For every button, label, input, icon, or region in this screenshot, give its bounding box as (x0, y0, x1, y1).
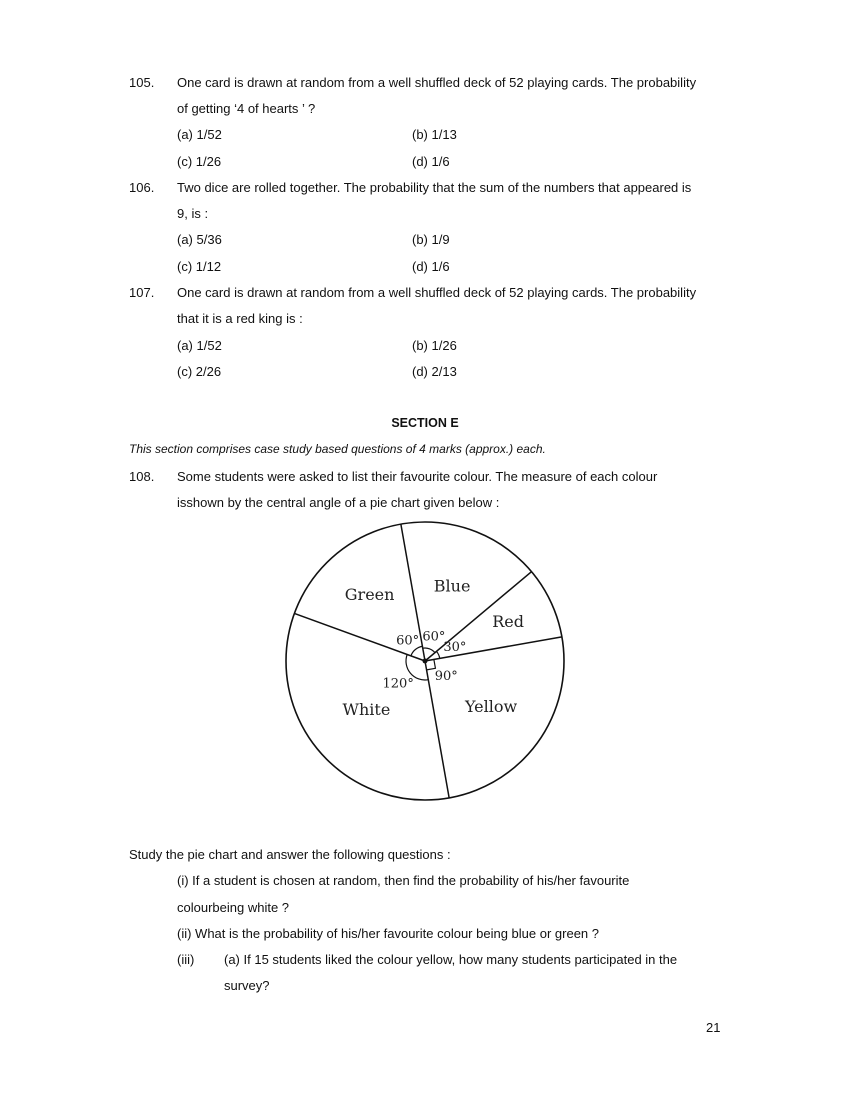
question-107-option-b: (b) 1/26 (412, 338, 457, 353)
question-105-number: 105. (129, 75, 155, 90)
question-105-text-line-1: One card is drawn at random from a well shuffled deck of 52 playing cards. The probability (177, 75, 697, 90)
question-106-text-line-1: Two dice are rolled together. The probability that the sum of the numbers that appeared is (177, 180, 692, 195)
pie-center-dot (423, 659, 428, 664)
question-107-text-line-2: that it is a red king is : (177, 311, 303, 326)
section-title: SECTION E (391, 416, 459, 430)
question-105-option-c: (c) 1/26 (177, 154, 222, 169)
angle-arc-blue (423, 648, 435, 653)
angle-label-green: 60° (396, 633, 420, 649)
question-105-option-d: (d) 1/6 (412, 154, 450, 169)
question-105-option-a: (a) 1/52 (177, 127, 222, 142)
study-heading: Study the pie chart and answer the following questions : (129, 847, 451, 862)
subquestion-iii-a-line-1: (a) If 15 students liked the colour yellow, how many students participated in the (224, 952, 678, 967)
question-106-option-b: (b) 1/9 (412, 232, 450, 247)
slice-label-white: White (342, 700, 391, 720)
subquestion-i-line-2: colourbeing white ? (177, 900, 290, 915)
angle-label-yellow: 90° (434, 668, 458, 684)
question-106-option-c: (c) 1/12 (177, 259, 222, 274)
slice-label-blue: Blue (433, 576, 471, 596)
subquestion-iii-number: (iii) (177, 952, 195, 967)
question-106-text-line-2: 9, is : (177, 206, 209, 221)
question-107-number: 107. (129, 285, 155, 300)
question-106-option-d: (d) 1/6 (412, 259, 450, 274)
question-107-option-c: (c) 2/26 (177, 364, 222, 379)
angle-arc-red (436, 651, 439, 658)
section-intro: This section comprises case study based questions of 4 marks (approx.) each. (129, 442, 546, 456)
question-107-text-line-1: One card is drawn at random from a well shuffled deck of 52 playing cards. The probability (177, 285, 697, 300)
subquestion-iii-a-line-2: survey? (224, 978, 270, 993)
question-107-option-d: (d) 2/13 (412, 364, 457, 379)
angle-label-blue: 60° (422, 629, 446, 645)
slice-label-red: Red (492, 612, 525, 632)
slice-label-green: Green (344, 584, 395, 604)
page-number: 21 (706, 1020, 721, 1035)
question-105-text-line-2: of getting ‘4 of hearts ’ ? (177, 101, 316, 116)
slice-label-yellow: Yellow (464, 697, 518, 717)
subquestion-i-line-1: (i) If a student is chosen at random, then find the probability of his/her favourite (177, 873, 630, 888)
question-107-option-a: (a) 1/52 (177, 338, 222, 353)
question-108-number: 108. (129, 469, 155, 484)
question-106-option-a: (a) 5/36 (177, 232, 222, 247)
angle-label-red: 30° (443, 640, 467, 656)
question-108-text-line-2: isshown by the central angle of a pie chart given below : (177, 495, 500, 510)
question-108-text-line-1: Some students were asked to list their favourite colour. The measure of each colour (177, 469, 658, 484)
question-105-option-b: (b) 1/13 (412, 127, 457, 142)
angle-label-white: 120° (382, 676, 414, 692)
question-106-number: 106. (129, 180, 155, 195)
subquestion-ii: (ii) What is the probability of his/her favourite colour being blue or green ? (177, 926, 599, 941)
favourite-colour-pie-chart (275, 520, 575, 815)
